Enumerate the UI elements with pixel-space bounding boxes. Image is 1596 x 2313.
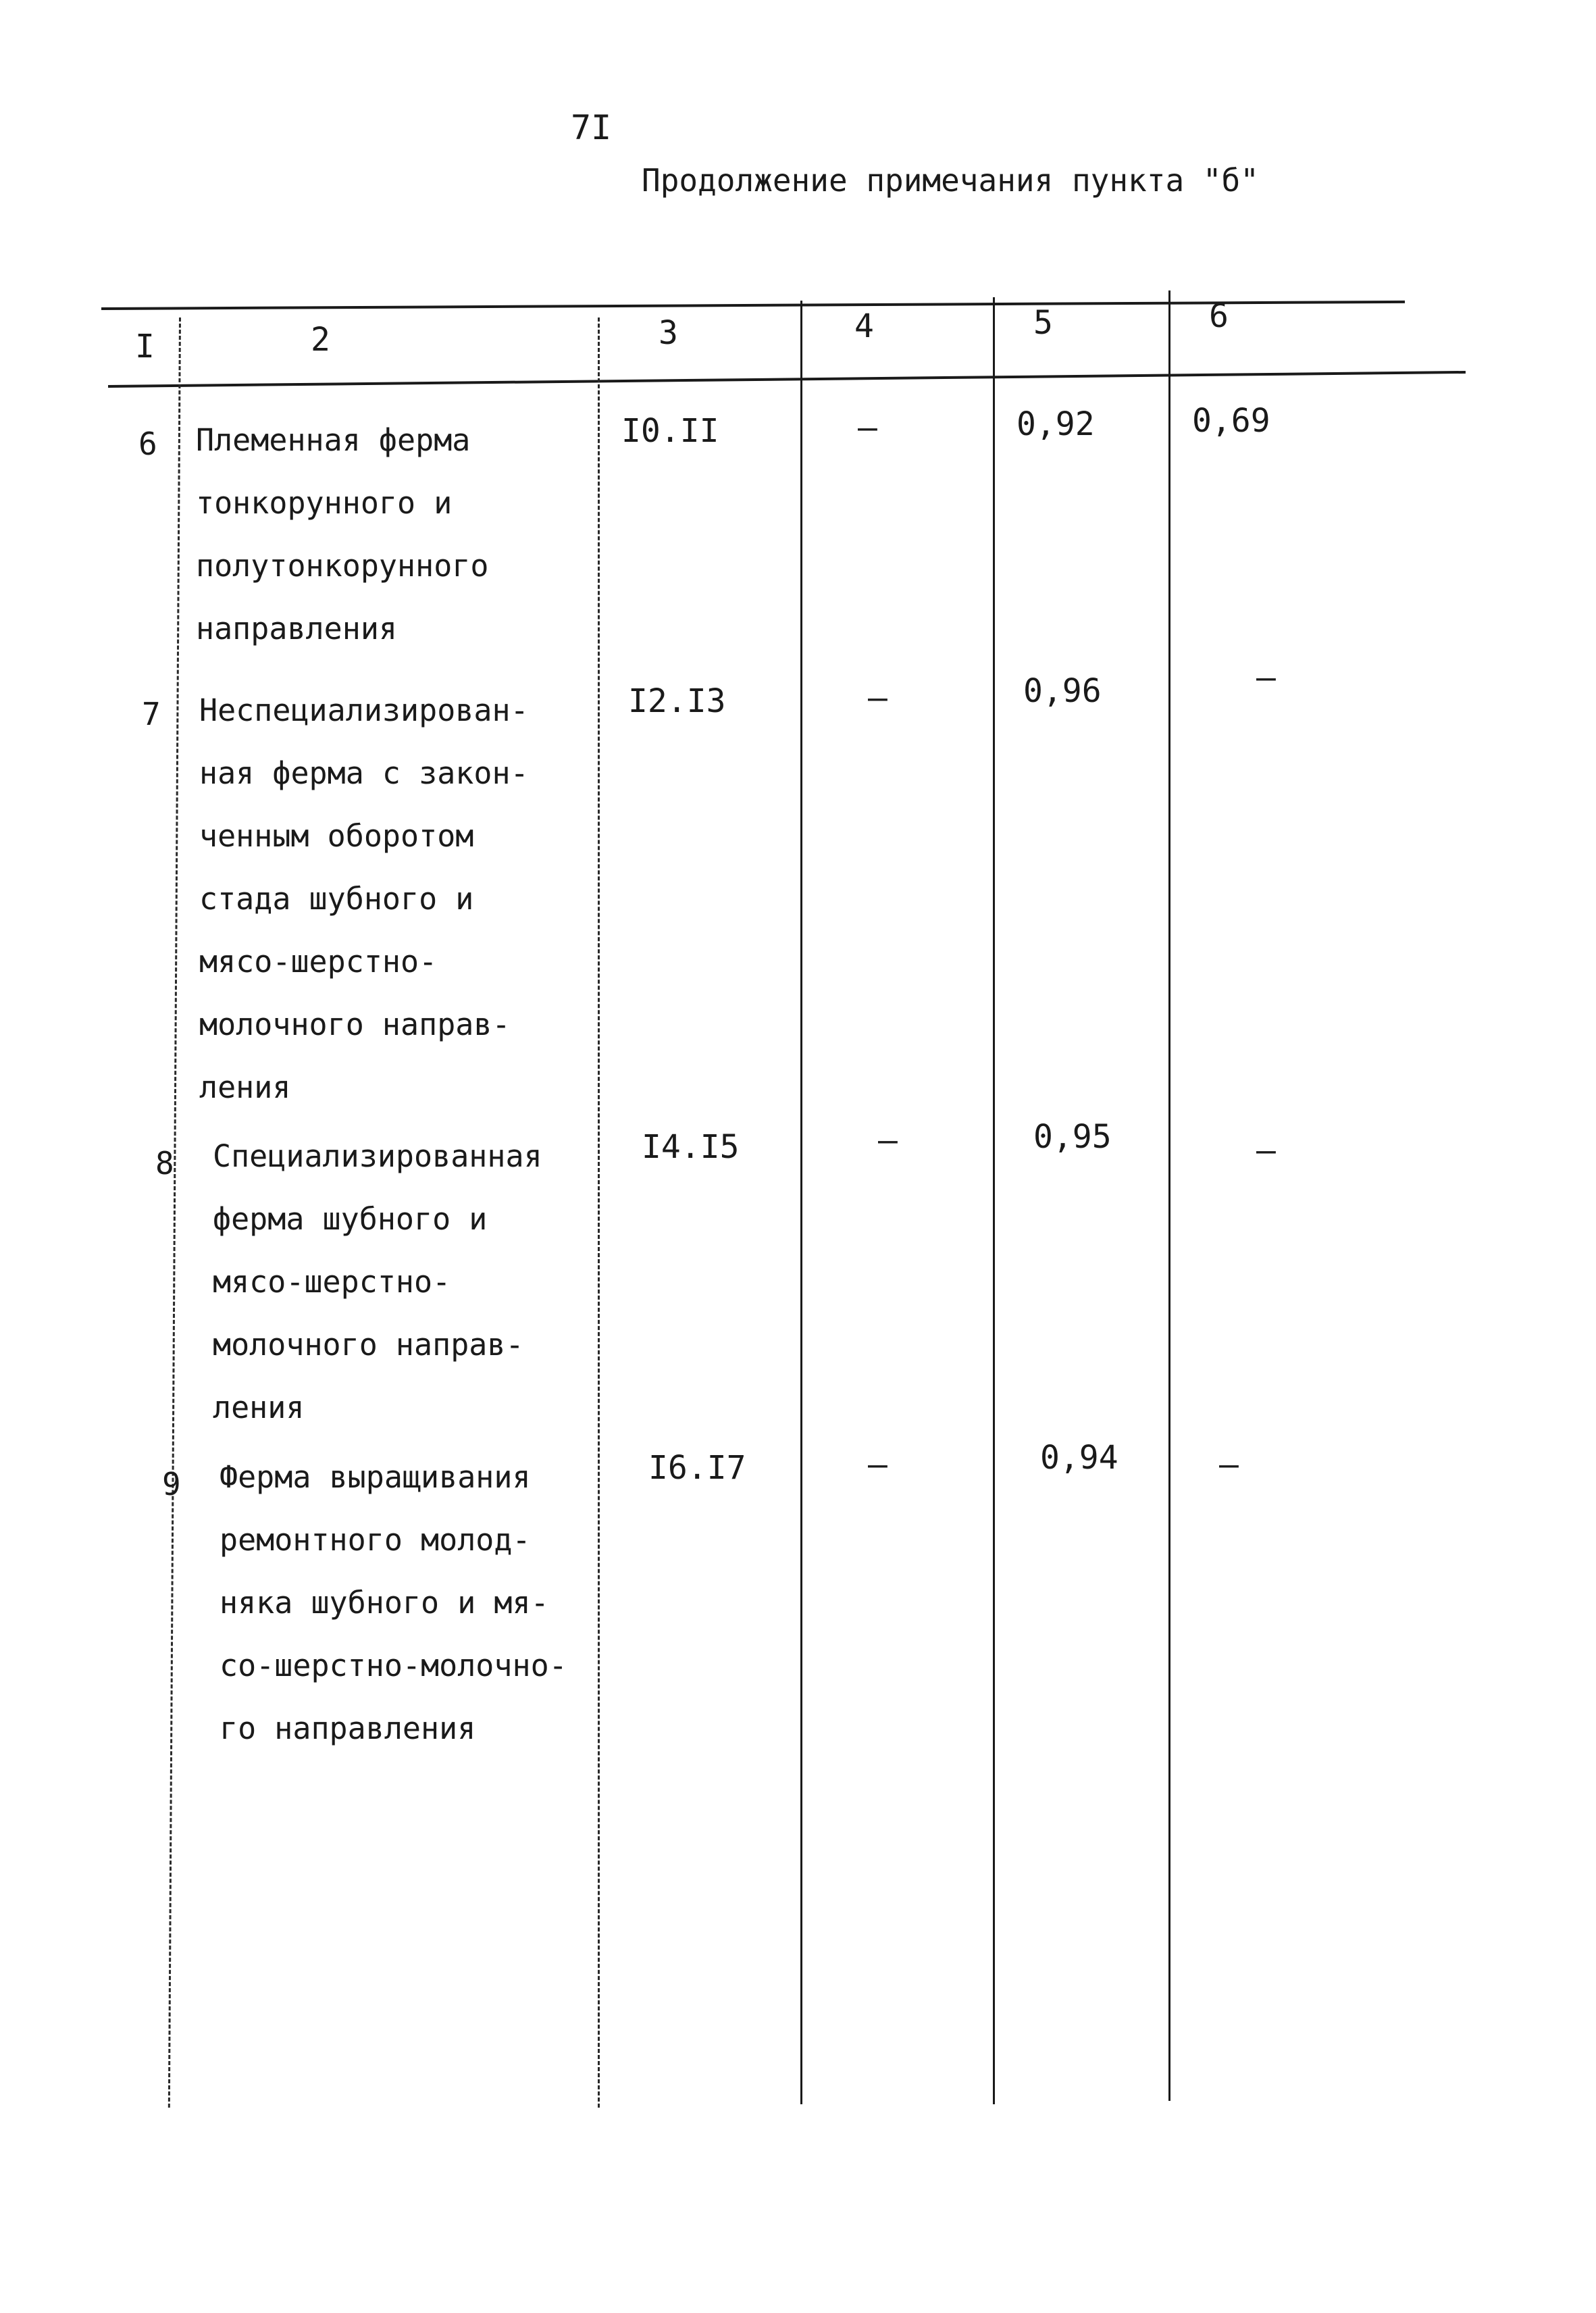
row-ref-cell: I0.II (621, 412, 719, 450)
column-divider-2 (598, 317, 600, 2108)
column-divider-4 (993, 297, 995, 2104)
page-number: 7I (571, 108, 612, 147)
row-ref-cell: I4.I5 (642, 1128, 740, 1166)
row-description: Племенная ферма тонкорунного и полутонкорунного направления (196, 422, 489, 646)
row-number: 6 (138, 426, 157, 462)
row-col4-cell: — (878, 1121, 898, 1159)
page-heading: Продолжение примечания пункта "б" (642, 162, 1259, 199)
column-divider-1 (168, 317, 181, 2108)
row-col6-cell: — (1219, 1446, 1239, 1483)
row-number: 8 (155, 1145, 174, 1181)
header-col-1: I (135, 328, 155, 365)
row-col5-cell: 0,92 (1016, 405, 1095, 443)
row-col6-cell: — (1256, 659, 1276, 696)
header-col-3: 3 (659, 314, 678, 352)
column-divider-5 (1168, 290, 1170, 2101)
header-col-6: 6 (1209, 297, 1229, 335)
header-col-5: 5 (1033, 304, 1053, 342)
row-col4-cell: — (868, 679, 887, 717)
row-description: Специализированная ферма шубного и мясо-шерстно- молочного направ- ления (213, 1138, 542, 1425)
row-col5-cell: 0,95 (1033, 1118, 1112, 1156)
row-col4-cell: — (858, 409, 877, 447)
row-number: 7 (142, 696, 161, 732)
row-col4-cell: — (868, 1446, 887, 1483)
row-col5-cell: 0,96 (1023, 672, 1102, 710)
row-description: Ферма выращивания ремонтного молод- няка шубного и мя- со-шерстно-молочно- го направления (220, 1459, 567, 1746)
header-col-4: 4 (854, 307, 874, 345)
row-description: Неспециализирован- ная ферма с закон- ченным оборотом стада шубного и мясо-шерстно- молочного направ- ления (199, 692, 529, 1105)
row-ref-cell: I6.I7 (648, 1449, 746, 1487)
row-col5-cell: 0,94 (1040, 1439, 1118, 1477)
row-number: 9 (162, 1466, 181, 1502)
header-col-2: 2 (311, 321, 330, 359)
row-col6-cell: 0,69 (1192, 402, 1270, 440)
row-ref-cell: I2.I3 (628, 682, 726, 720)
header-bottom-rule (108, 371, 1466, 388)
row-col6-cell: — (1256, 1132, 1276, 1169)
column-divider-3 (800, 301, 802, 2104)
